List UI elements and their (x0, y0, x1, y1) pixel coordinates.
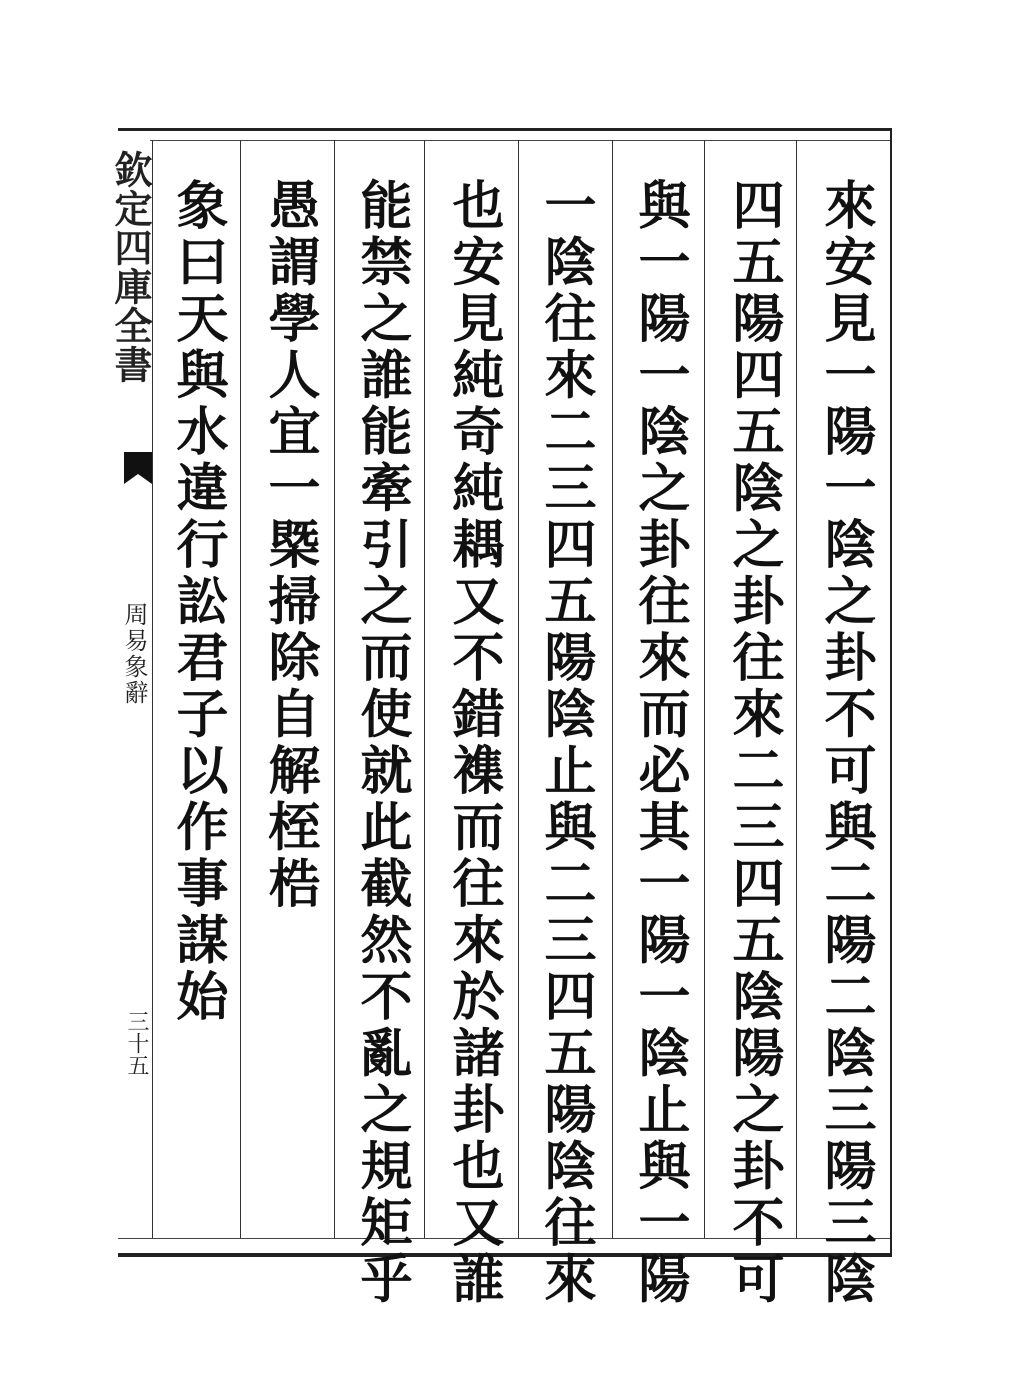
text-column-3: 與一陽一陰之卦往來而必其一陽一陰止與一陽 (629, 178, 690, 1308)
text-column-1: 來安見一陽一陰之卦不可與二陽二陰三陽三陰 (815, 178, 876, 1308)
column-rule (796, 140, 797, 1238)
column-rule (334, 140, 335, 1238)
column-rule (612, 140, 613, 1238)
text-column-5: 也安見純奇純耦又不錯襍而往來於諸卦也又誰 (443, 178, 504, 1308)
text-column-6: 能禁之誰能牽引之而使就此截然不亂之規矩乎 (351, 178, 412, 1308)
column-rule (240, 140, 241, 1238)
text-column-7: 愚謂學人宜一槩掃除自解桎梏 (259, 178, 320, 913)
column-rule (704, 140, 705, 1238)
text-column-4: 一陰往來二三四五陽陰止與二三四五陽陰往來 (535, 178, 596, 1308)
fish-tail-mark (124, 452, 152, 474)
volume-title: 周易象辭 (120, 602, 148, 706)
text-column-2: 四五陽四五陰之卦往來二三四五陰陽之卦不可 (723, 178, 784, 1308)
column-rule (518, 140, 519, 1238)
frame-top-rule (150, 140, 890, 141)
column-rule (424, 140, 425, 1238)
text-column-8: 象曰天與水違行訟君子以作事謀始 (167, 178, 228, 1026)
book-title: 欽定四庫全書 (108, 150, 153, 384)
page-number: 三十五 (124, 1010, 149, 1076)
